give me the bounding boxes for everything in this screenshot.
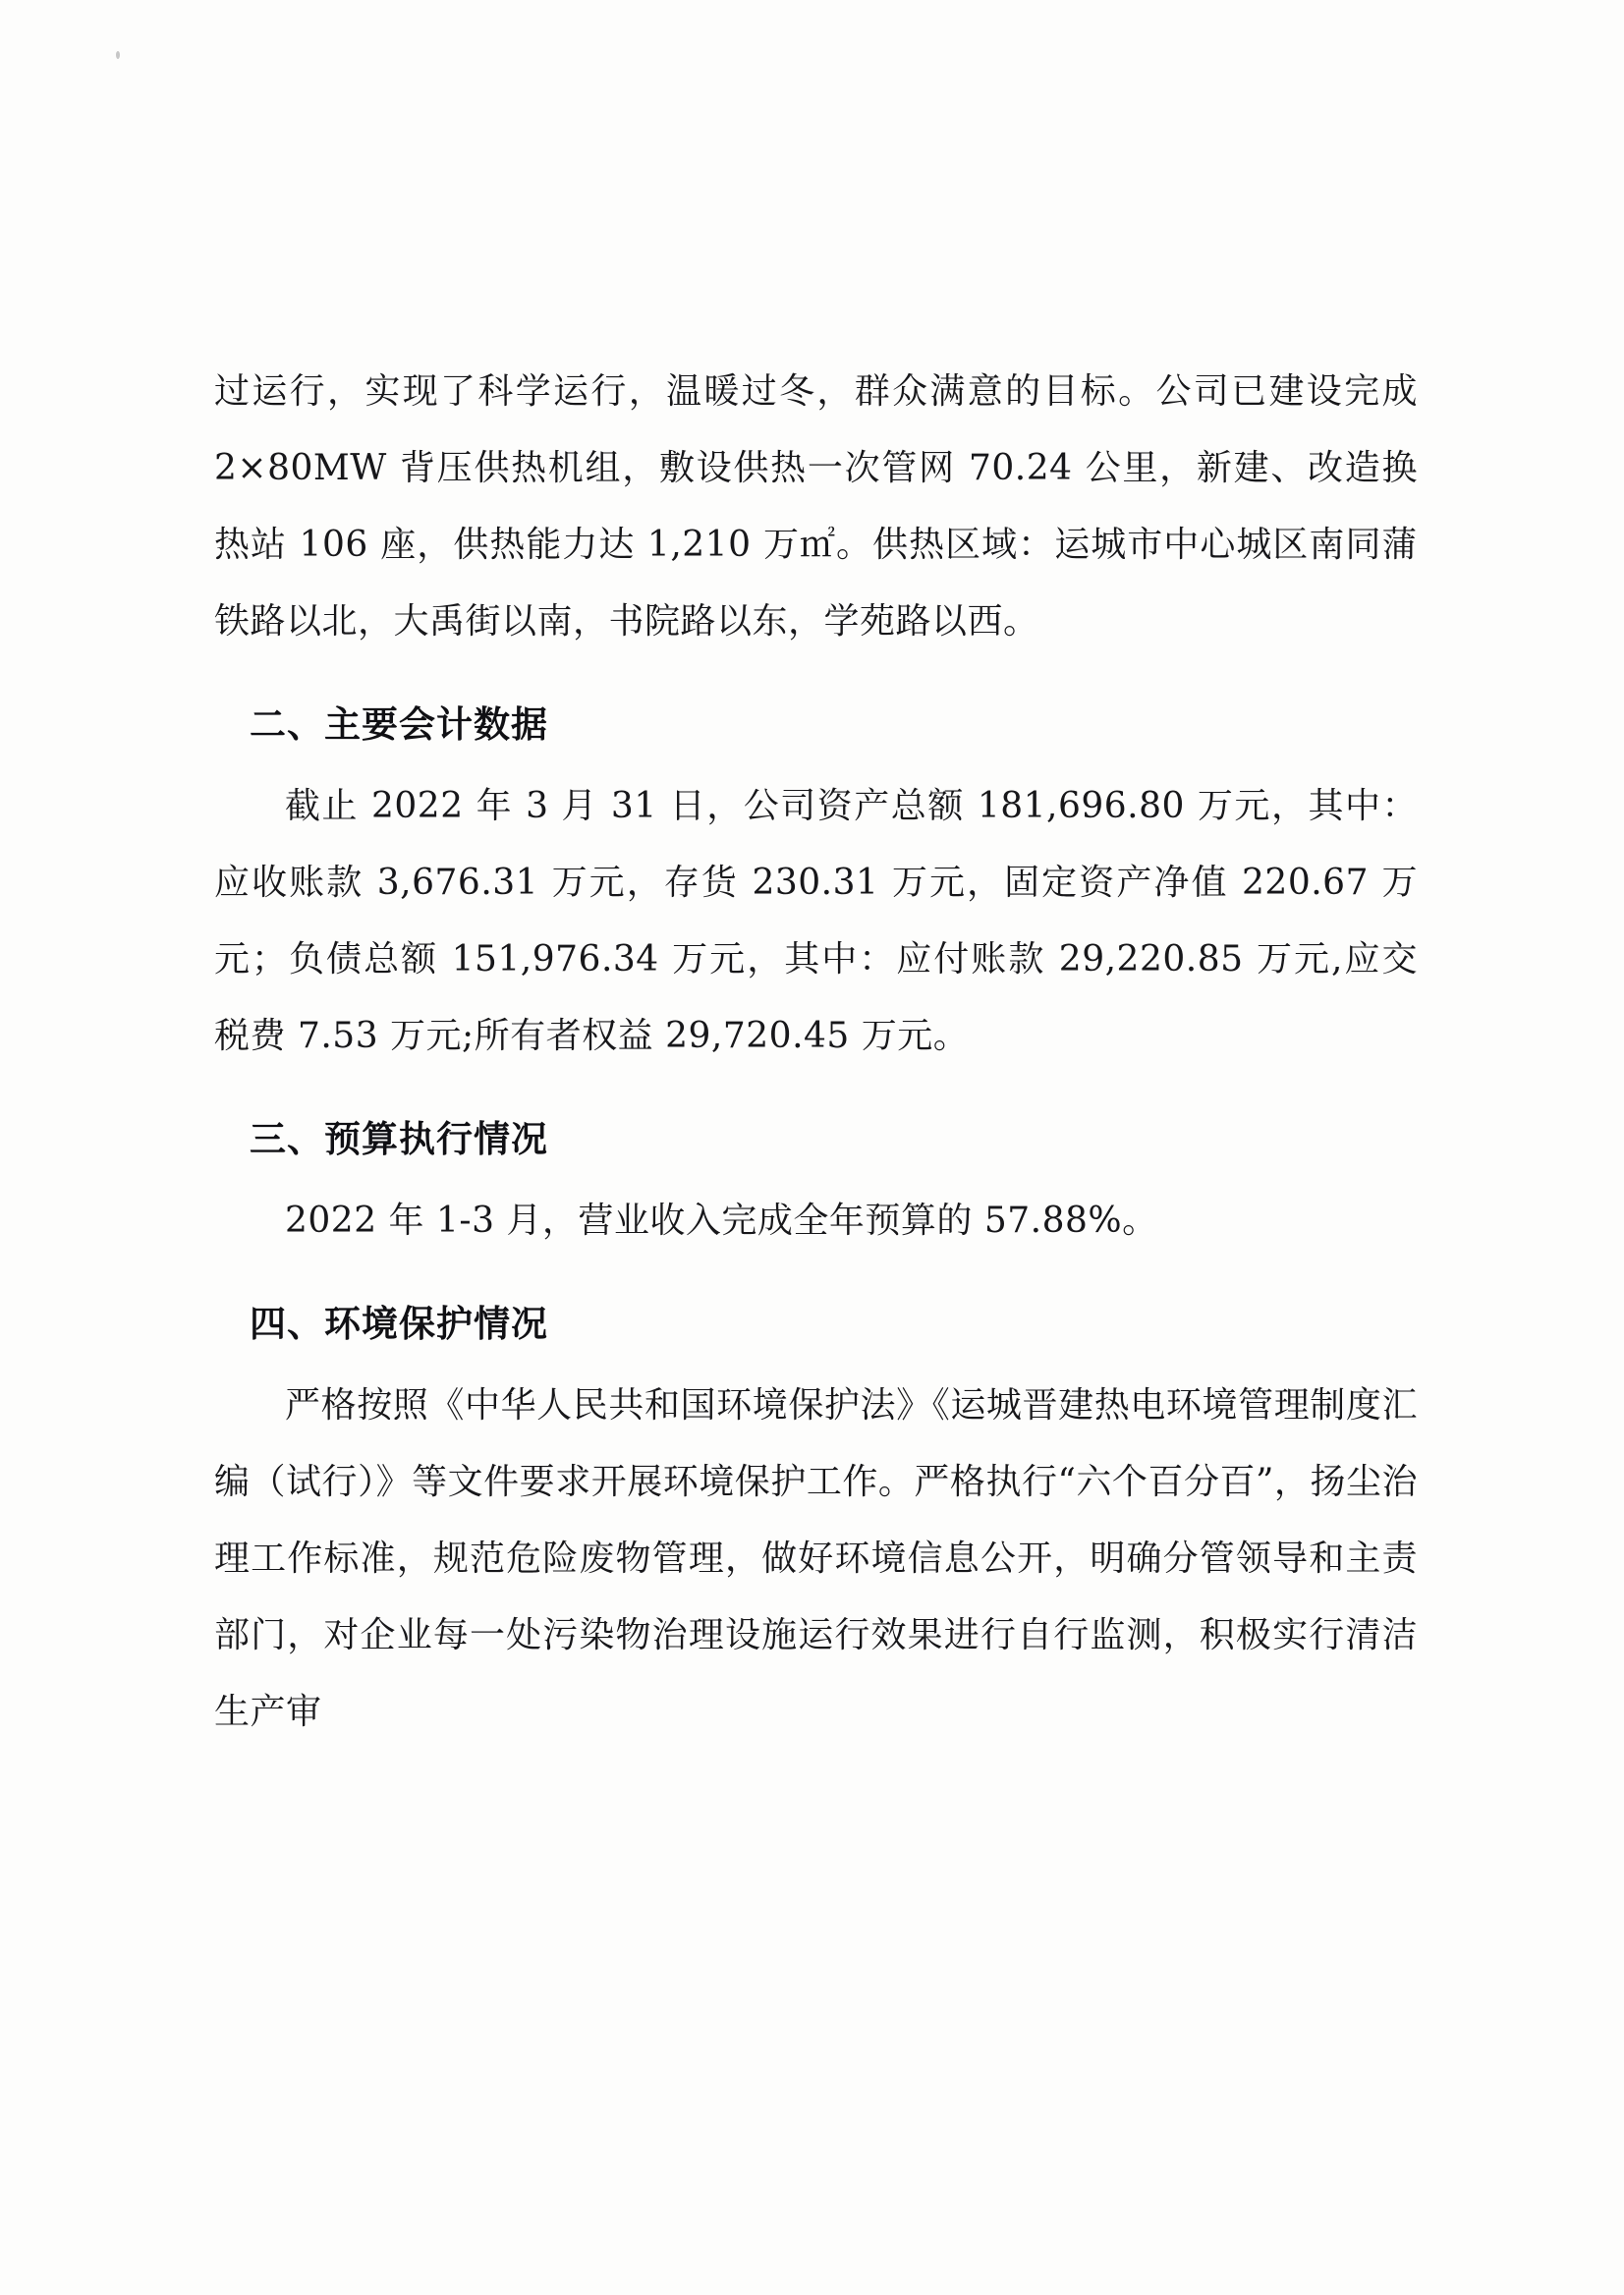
- paragraph-accounting-data: 截止 2022 年 3 月 31 日，公司资产总额 181,696.80 万元，其中：应收账款 3,676.31 万元，存货 230.31 万元，固定资产净值 220.67 万元；负债总额 151,976.34 万元，其中：应付账款 29,220.85 万元,应交税费 7.53 万元;所有者权益 29,720.45 万元。: [214, 786, 1418, 1056]
- document-body: [214, 354, 1418, 1757]
- paragraph-intro: 过运行，实现了科学运行，温暖过冬，群众满意的目标。公司已建设完成 2×80MW 背压供热机组，敷设供热一次管网 70.24 公里，新建、改造换热站 106 座，供热能力达 1,210 万㎡。供热区域：运城市中心城区南同蒲铁路以北，大禹街以南，书院路以东，学苑路以西。: [214, 371, 1418, 642]
- heading-environmental-protection: 四、环境保护情况: [250, 1303, 548, 1345]
- heading-accounting-data: 二、主要会计数据: [250, 703, 548, 746]
- heading-budget-execution: 三、预算执行情况: [250, 1118, 548, 1160]
- scan-speck: [116, 51, 120, 59]
- paragraph-budget-execution: 2022 年 1-3 月，营业收入完成全年预算的 57.88%。: [285, 1201, 1158, 1241]
- paragraph-environmental-protection: 严格按照《中华人民共和国环境保护法》《运城晋建热电环境管理制度汇编（试行）》等文件要求开展环境保护工作。严格执行“六个百分百”，扬尘治理工作标准，规范危险废物管理，做好环境信息公开，明确分管领导和主责部门，对企业每一处污染物治理设施运行效果进行自行监测，积极实行清洁生产审: [214, 1385, 1418, 1732]
